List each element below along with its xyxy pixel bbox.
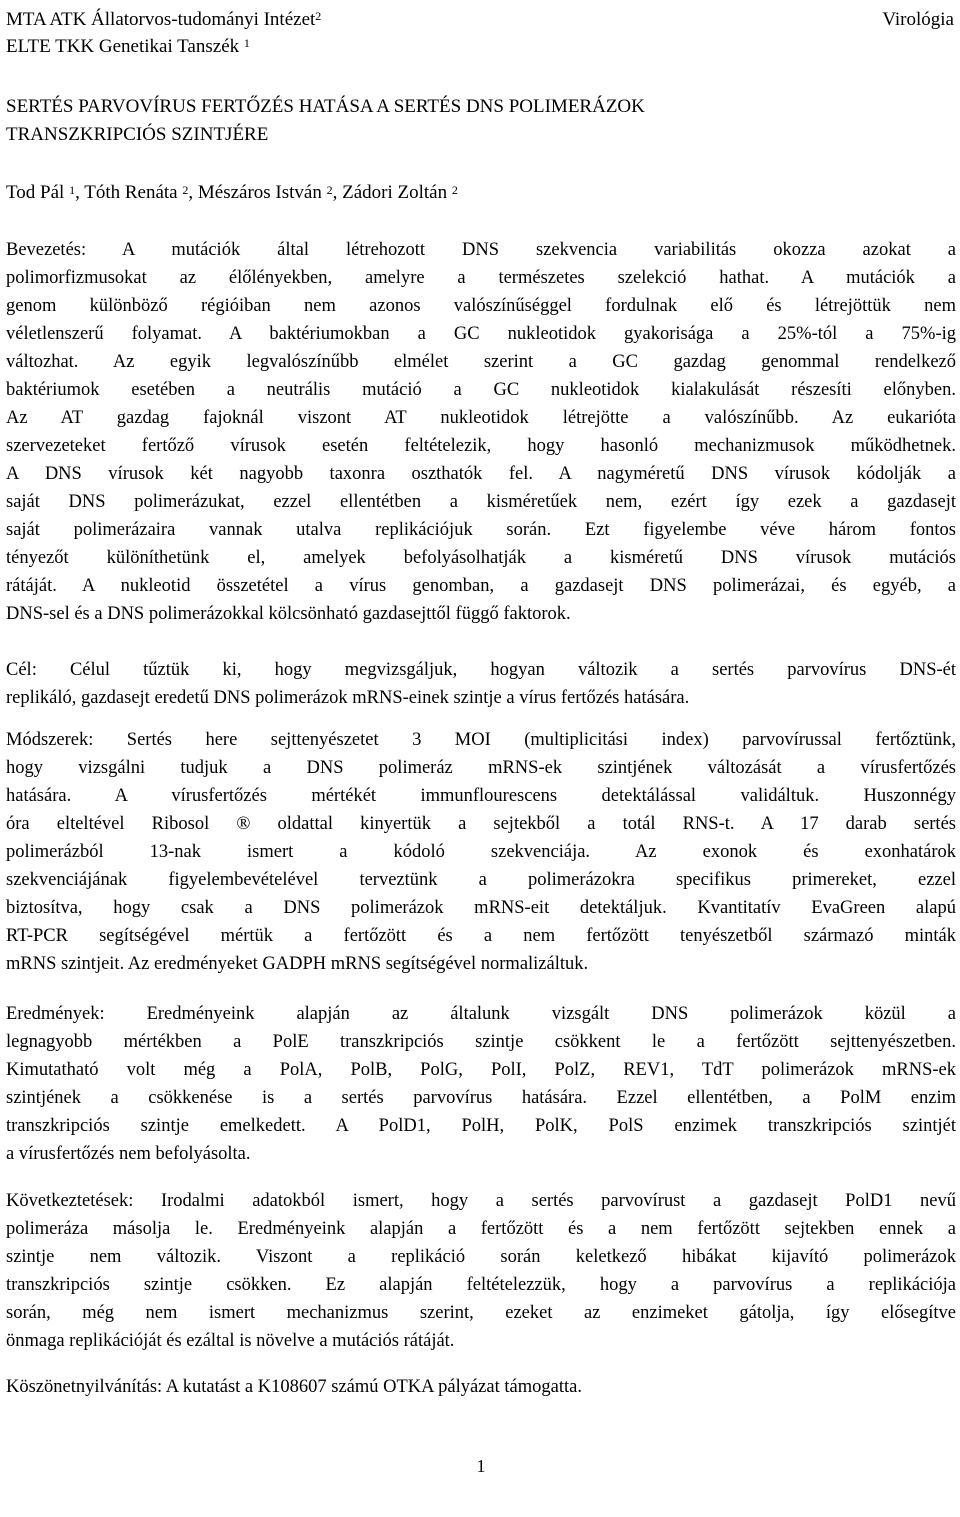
- author-affiliation: 2: [326, 183, 333, 197]
- text-line: polimeráza másolja le. Eredményeink alapján a fertőzött és a nem fertőzött sejtekben ennek a: [6, 1219, 956, 1239]
- text-line: önmaga replikációját és ezáltal is növelve a mutációs rátáját.: [6, 1331, 455, 1351]
- paper-title-line-1: SERTÉS PARVOVÍRUS FERTŐZÉS HATÁSA A SERTÉS DNS POLIMERÁZOK: [6, 96, 645, 117]
- section-results: [6, 1000, 956, 1168]
- author: [342, 182, 458, 203]
- author-affiliation: 2: [451, 183, 458, 197]
- text-line: rátáját. A nukleotid összetétel a vírus genomban, a gazdasejt DNS polimerázai, és egyéb, a: [6, 576, 956, 596]
- text-line: véletlenszerű folyamat. A baktériumokban a GC nukleotidok gyakorisága a 25%-tól a 75%-ig: [6, 324, 956, 344]
- text-line: Az AT gazdag fajoknál viszont AT nukleotidok létrejötte a valószínűbb. Az eukarióta: [6, 408, 956, 428]
- author-separator: ,: [188, 182, 198, 203]
- author-separator: ,: [75, 182, 85, 203]
- author-name: Mészáros István: [197, 182, 322, 203]
- text-line: polimerázból 13-nak ismert a kódoló szekvenciája. Az exonok és exonhatárok: [6, 842, 956, 862]
- author: [6, 182, 84, 203]
- text-line: saját DNS polimerázukat, ezzel ellentétben a kisméretűek nem, ezért így ezek a gazdasejt: [6, 492, 956, 512]
- text-line: Eredmények: Eredményeink alapján az általunk vizsgált DNS polimerázok közül a: [6, 1004, 956, 1024]
- institution-1-name: MTA ATK Állatorvos-tudományi Intézet: [6, 9, 316, 30]
- text-line: legnagyobb mértékben a PolE transzkripciós szintje csökkent le a fertőzött sejttenyészetben.: [6, 1032, 956, 1052]
- text-line: szintje nem változik. Viszont a replikáció során keletkező hibákat kijavító polimerázok: [6, 1247, 956, 1267]
- author-separator: ,: [332, 182, 343, 203]
- paper-title: [6, 93, 956, 149]
- institution-1-affiliation-number: 2: [315, 9, 322, 23]
- text-line: a vírusfertőzés nem befolyásolta.: [6, 1144, 251, 1164]
- author-name: Tóth Renáta: [84, 182, 178, 203]
- document-page: [6, 0, 956, 1517]
- author-list: [6, 179, 956, 207]
- text-line: replikáló, gazdasejt eredetű DNS polimerázok mRNS-einek szintje a vírus fertőzés hatására.: [6, 688, 690, 708]
- institution-2: [6, 33, 250, 60]
- text-line: transzkripciós szintje csökken. Ez alapján feltételezzük, hogy a parvovírus a replikációja: [6, 1275, 956, 1295]
- text-line: óra elteltével Ribosol ® oldattal kinyertük a sejtekből a totál RNS-t. A 17 darab sertés: [6, 814, 956, 834]
- text-line: szervezeteket fertőző vírusok esetén feltételezik, hogy hasonló mechanizmusok működhetnek.: [6, 436, 956, 456]
- author-name: Tod Pál: [6, 182, 65, 203]
- institution-2-affiliation-number: 1: [243, 36, 250, 50]
- author-name: Zádori Zoltán: [342, 182, 448, 203]
- institution-1: [6, 6, 321, 33]
- text-line: transzkripciós szintje emelkedett. A PolD1, PolH, PolK, PolS enzimek transzkripciós szintjét: [6, 1116, 956, 1136]
- text-line: saját polimerázaira vannak utalva replikációjuk során. Ezt figyelembe véve három fontos: [6, 520, 956, 540]
- author-affiliation: 1: [69, 183, 76, 197]
- text-line: tényezőt különíthetünk el, amelyek befolyásolhatják a kisméretű DNS vírusok mutációs: [6, 548, 956, 568]
- text-line: Köszönetnyilvánítás: A kutatást a K108607 számú OTKA pályázat támogatta.: [6, 1377, 582, 1397]
- text-line: változhat. Az egyik legvalószínűbb elmélet szerint a GC gazdag genommal rendelkező: [6, 352, 956, 372]
- paper-title-line-2: TRANSZKRIPCIÓS SZINTJÉRE: [6, 124, 269, 145]
- author: [84, 182, 198, 203]
- text-line: hogy vizsgálni tudjuk a DNS polimeráz mRNS-ek szintjének változását a vírusfertőzés: [6, 758, 956, 778]
- institution-2-name: ELTE TKK Genetikai Tanszék: [6, 36, 240, 57]
- text-line: Bevezetés: A mutációk által létrehozott DNS szekvencia variabilitás okozza azokat a: [6, 240, 956, 260]
- author-affiliation: 2: [182, 183, 189, 197]
- author: [198, 182, 342, 203]
- text-line: polimorfizmusokat az élőlényekben, amelyre a természetes szelekció hathat. A mutációk a: [6, 268, 956, 288]
- page-number: 1: [476, 1456, 486, 1476]
- section-conclusions: [6, 1187, 956, 1355]
- text-line: A DNS vírusok két nagyobb taxonra oszthatók fel. A nagyméretű DNS vírusok kódolják a: [6, 464, 956, 484]
- section-field-label: Virológia: [882, 9, 954, 30]
- text-line: mRNS szintjeit. Az eredményeket GADPH mRNS segítségével normalizáltuk.: [6, 954, 589, 974]
- text-line: biztosítva, hogy csak a DNS polimerázok mRNS-eit detektáljuk. Kvantitatív EvaGreen alapú: [6, 898, 956, 918]
- text-line: Cél: Célul tűztük ki, hogy megvizsgáljuk, hogyan változik a sertés parvovírus DNS-ét: [6, 660, 956, 680]
- text-line: DNS-sel és a DNS polimerázokkal kölcsönható gazdasejttől függő faktorok.: [6, 604, 571, 624]
- text-line: genom különböző régióiban nem azonos valószínűséggel fordulnak elő és létrejöttük nem: [6, 296, 956, 316]
- section-introduction: [6, 236, 956, 628]
- text-line: során, még nem ismert mechanizmus szerint, ezeket az enzimeket gátolja, így elősegítve: [6, 1303, 956, 1323]
- section-acknowledgement: [6, 1373, 956, 1401]
- text-line: Módszerek: Sertés here sejttenyészetet 3 MOI (multiplicitási index) parvovírussal fertőztünk,: [6, 730, 956, 750]
- text-line: RT-PCR segítségével mértük a fertőzött és a nem fertőzött tenyészetből származó minták: [6, 926, 956, 946]
- text-line: hatására. A vírusfertőzés mértékét immunflourescens detektálással validáltuk. Huszonnégy: [6, 786, 956, 806]
- text-line: Kimutatható volt még a PolA, PolB, PolG, PolI, PolZ, REV1, TdT polimerázok mRNS-ek: [6, 1060, 956, 1080]
- section-methods: [6, 726, 956, 978]
- text-line: baktériumok esetében a neutrális mutáció a GC nukleotidok kialakulását részesíti előnyben.: [6, 380, 956, 400]
- text-line: Következtetések: Irodalmi adatokból ismert, hogy a sertés parvovírust a gazdasejt PolD1 nevű: [6, 1191, 956, 1211]
- section-aim: [6, 656, 956, 712]
- text-line: szekvenciájának figyelembevételével terveztünk a polimerázokra specifikus primereket, ezzel: [6, 870, 956, 890]
- text-line: szintjének a csökkenése is a sertés parvovírus hatására. Ezzel ellentétben, a PolM enzim: [6, 1088, 956, 1108]
